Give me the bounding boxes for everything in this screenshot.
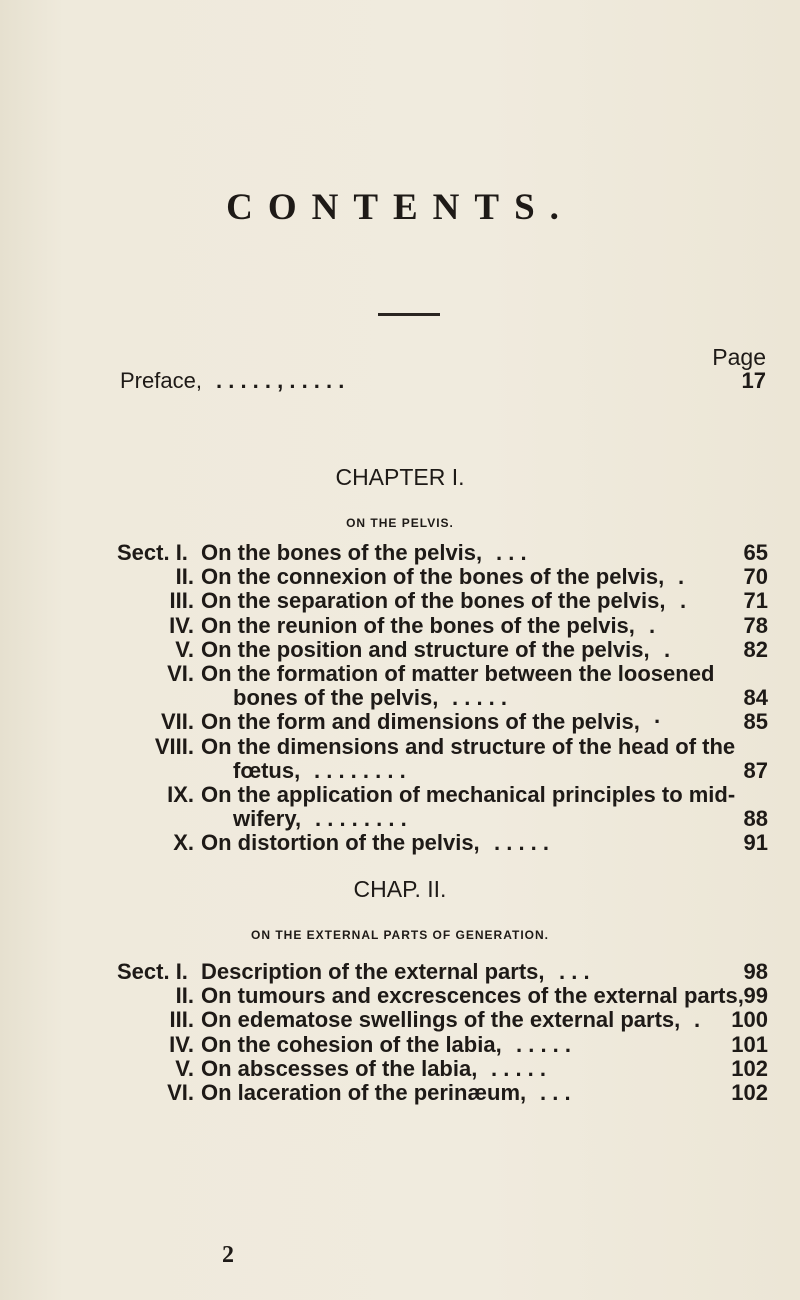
entry-title: On laceration of the perinæum, — [201, 1080, 527, 1105]
entry-page-number: 85 — [743, 709, 768, 735]
leader-dots: . — [680, 588, 687, 614]
leader-dots: . . . . . — [494, 830, 550, 856]
page-column-label: Page — [712, 344, 766, 370]
leader-dots: . . . — [559, 959, 590, 984]
leader-dots: . . . . . . . . — [314, 757, 406, 783]
preface-page-number: 17 — [741, 368, 766, 393]
entry-number: III. — [169, 1007, 194, 1033]
entry-number: Sect. I. — [117, 959, 188, 984]
preface-leader-dots: . . . . . , . . . . . — [216, 368, 345, 393]
signature-mark: 2 — [222, 1242, 234, 1268]
leader-dots: . . . . . — [516, 1031, 572, 1057]
entry-page-number: 91 — [743, 830, 768, 856]
chapter-1-subtitle: ON THE PELVIS. — [346, 516, 454, 530]
entry-page-number: 82 — [743, 636, 768, 662]
entry-page-number: 101 — [731, 1031, 768, 1057]
entry-number: VII. — [160, 709, 194, 735]
entry-page-number: 70 — [743, 564, 768, 590]
entry-number: VI. — [167, 661, 194, 686]
leader-dots: . . . — [540, 1080, 571, 1105]
entry-number: V. — [175, 636, 194, 662]
entry-number: Sect. I. — [117, 540, 188, 565]
entry-page-number: 71 — [743, 588, 768, 614]
entry-page-number: 88 — [743, 806, 768, 832]
entry-title: On abscesses of the labia, — [201, 1055, 478, 1081]
entry-page-number: 65 — [743, 540, 768, 565]
entry-title: On the reunion of the bones of the pelvis, — [201, 612, 635, 638]
entry-page-number: 98 — [743, 959, 768, 984]
entry-number: VIII. — [154, 733, 194, 759]
entry-title: On edematose swellings of the external parts, — [201, 1007, 681, 1033]
chapter-1-title: CHAPTER I. — [335, 464, 465, 490]
entry-page-number: 102 — [731, 1055, 768, 1081]
entry-title: On the formation of matter between the loosened — [201, 661, 715, 686]
entry-number: X. — [173, 830, 194, 856]
entry-number: III. — [169, 588, 194, 614]
entry-page-number: 102 — [731, 1080, 768, 1105]
entry-title: wifery, — [233, 806, 302, 832]
entry-page-number: 99 — [743, 983, 768, 1009]
leader-dots: · — [654, 709, 662, 735]
leader-dots: . — [678, 564, 685, 590]
entry-title: Description of the external parts, — [201, 959, 545, 984]
entry-title: On the dimensions and structure of the head of the — [201, 733, 736, 759]
entry-title: On the application of mechanical principles to mid- — [201, 782, 736, 807]
entry-number: IV. — [169, 1031, 194, 1057]
entry-title: On distortion of the pelvis, — [201, 830, 480, 856]
entry-title: On the separation of the bones of the pelvis, — [201, 588, 666, 614]
leader-dots: . . . — [496, 540, 527, 565]
chapter-2-title: CHAP. II. — [353, 876, 447, 902]
entry-number: V. — [175, 1055, 194, 1081]
entry-title: On the cohesion of the labia, — [201, 1031, 502, 1057]
toc-entry — [0, 828, 800, 858]
leader-dots: . . . . . — [452, 685, 508, 711]
entry-number: VI. — [167, 1080, 194, 1105]
leader-dots: . — [649, 612, 656, 638]
entry-number: IX. — [167, 782, 194, 807]
leader-dots: . . . . . — [491, 1055, 547, 1081]
entry-title: On the bones of the pelvis, — [201, 540, 483, 565]
page-heading: CONTENTS. — [226, 187, 574, 228]
leader-dots: . . . . . . . . — [315, 806, 407, 832]
entry-number: II. — [175, 564, 194, 590]
entry-title: On tumours and excrescences of the external parts, — [201, 983, 744, 1009]
entry-title: fœtus, — [233, 757, 301, 783]
entry-page-number: 84 — [743, 685, 768, 711]
entry-title: On the connexion of the bones of the pelvis, — [201, 564, 665, 590]
entry-number: IV. — [169, 612, 194, 638]
entry-title: bones of the pelvis, — [233, 685, 439, 711]
entry-title: On the position and structure of the pelvis, — [201, 636, 650, 662]
leader-dots: . — [664, 636, 671, 662]
preface-label: Preface, — [120, 368, 202, 393]
entry-page-number: 87 — [743, 757, 768, 783]
toc-entry — [0, 1078, 800, 1108]
entry-title: On the form and dimensions of the pelvis, — [201, 709, 640, 735]
chapter-2-subtitle: ON THE EXTERNAL PARTS OF GENERATION. — [250, 928, 549, 942]
heading-rule — [378, 313, 440, 316]
preface-row — [0, 366, 800, 396]
entry-number: II. — [175, 983, 194, 1009]
entry-page-number: 100 — [731, 1007, 768, 1033]
entry-page-number: 78 — [743, 612, 768, 638]
leader-dots: . — [694, 1007, 701, 1033]
